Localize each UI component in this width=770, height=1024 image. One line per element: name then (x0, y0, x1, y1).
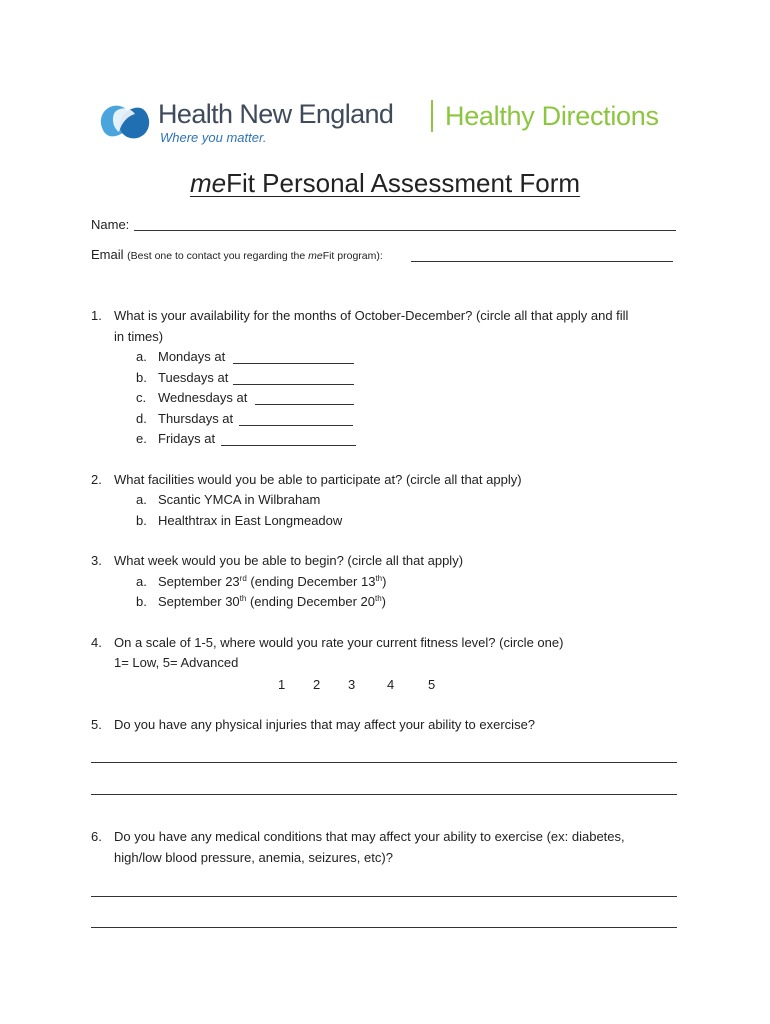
question-number: 3. (91, 553, 102, 568)
scale-option-4[interactable]: 4 (387, 677, 395, 692)
name-field[interactable] (134, 230, 676, 231)
conditions-answer-line-1[interactable] (91, 896, 677, 897)
option-letter: d. (136, 411, 147, 426)
name-label: Name: (91, 217, 130, 232)
scale-option-3[interactable]: 3 (348, 677, 356, 692)
injuries-answer-line-2[interactable] (91, 794, 677, 795)
scale-option-1[interactable]: 1 (278, 677, 286, 692)
option-september-23[interactable]: September 23rd (ending December 13th) (158, 574, 387, 589)
question-number: 4. (91, 635, 102, 650)
friday-time-field[interactable] (221, 445, 356, 446)
email-field[interactable] (411, 261, 673, 262)
question-number: 5. (91, 717, 102, 732)
option-wednesday[interactable]: Wednesdays at (158, 390, 248, 405)
question-3-text: What week would you be able to begin? (circle all that apply) (114, 553, 464, 568)
email-label: Email (Best one to contact you regarding the meFit program): (91, 247, 383, 262)
option-letter: b. (136, 370, 147, 385)
option-letter: e. (136, 431, 147, 446)
scale-option-2[interactable]: 2 (313, 677, 321, 692)
header-logo (97, 98, 687, 148)
health-new-england-logo-icon (97, 98, 153, 146)
brand-name: Health New England (158, 99, 394, 129)
option-letter: a. (136, 574, 147, 589)
program-name: Healthy Directions (445, 101, 659, 131)
option-letter: b. (136, 594, 147, 609)
form-title: meFit Personal Assessment Form (189, 168, 581, 198)
wednesday-time-field[interactable] (255, 404, 354, 405)
option-letter: c. (136, 390, 147, 405)
question-5-text: Do you have any physical injuries that may affect your ability to exercise? (114, 717, 536, 732)
question-1-text: What is your availability for the months of October-December? (circle all that apply and fill (114, 308, 629, 323)
question-6-text-cont: high/low blood pressure, anemia, seizures, etc)? (114, 850, 393, 865)
question-1-text-cont: in times) (114, 329, 164, 344)
question-4-text: On a scale of 1-5, where would you rate your current fitness level? (circle one) (114, 635, 564, 650)
option-tuesday[interactable]: Tuesdays at (158, 370, 229, 385)
question-number: 2. (91, 472, 102, 487)
scale-legend: 1= Low, 5= Advanced (114, 655, 239, 670)
option-scantic-ymca[interactable]: Scantic YMCA in Wilbraham (158, 492, 321, 507)
option-letter: a. (136, 492, 147, 507)
thursday-time-field[interactable] (239, 425, 353, 426)
option-september-30[interactable]: September 30th (ending December 20th) (158, 594, 386, 609)
question-number: 1. (91, 308, 102, 323)
question-2-text: What facilities would you be able to participate at? (circle all that apply) (114, 472, 522, 487)
question-number: 6. (91, 829, 102, 844)
tuesday-time-field[interactable] (233, 384, 354, 385)
scale-option-5[interactable]: 5 (428, 677, 436, 692)
logo-divider (431, 100, 433, 132)
option-monday[interactable]: Mondays at (158, 349, 226, 364)
question-6-text: Do you have any medical conditions that may affect your ability to exercise (ex: diabetes, (114, 829, 625, 844)
option-friday[interactable]: Fridays at (158, 431, 216, 446)
option-letter: b. (136, 513, 147, 528)
conditions-answer-line-2[interactable] (91, 927, 677, 928)
injuries-answer-line-1[interactable] (91, 762, 677, 763)
brand-tagline: Where you matter. (160, 130, 267, 145)
option-thursday[interactable]: Thursdays at (158, 411, 234, 426)
option-letter: a. (136, 349, 147, 364)
monday-time-field[interactable] (233, 363, 354, 364)
option-healthtrax[interactable]: Healthtrax in East Longmeadow (158, 513, 343, 528)
